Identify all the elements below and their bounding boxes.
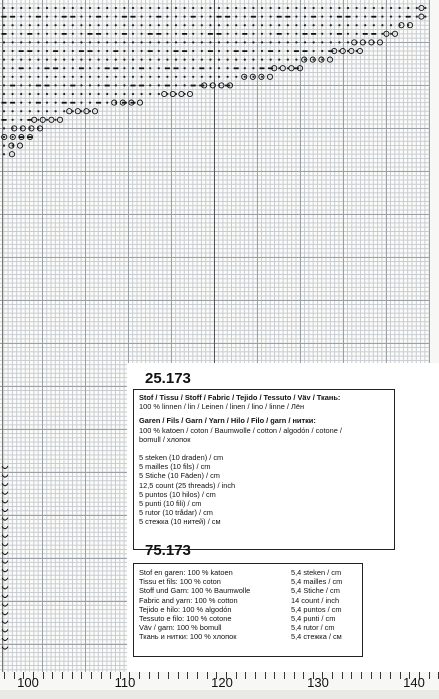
spec-row: Väv / garn: 100 % bomull 5,4 rutor / cm [139,623,335,633]
scale-tick [62,672,63,679]
scale-tick [284,672,285,679]
scale-label-120: 120 [211,675,233,690]
scale-tick [72,672,73,679]
scale-tick [332,672,333,679]
fabric-value: 100 % linnen / lin / Leinen / linen / lino / linne / Лён [139,402,305,412]
scale-tick [294,672,295,679]
scale-tick [149,672,150,679]
scale-tick [158,672,159,679]
stitch-count: 5 rutor (10 trådar) / cm [139,508,213,518]
scale-tick [207,672,208,679]
scale-tick [380,672,381,679]
article-code-2: 75.173 [145,542,191,559]
scale-tick [110,672,111,679]
scale-tick [255,672,256,679]
scale-tick [390,672,391,679]
scale-tick [265,672,266,679]
stitch-count: 5 Stiche (10 Fäden) / cm [139,471,220,481]
yarn-heading: Garen / Fils / Garn / Yarn / Hilo / Filo / garn / нитки: [139,416,316,426]
scale-tick [139,672,140,679]
scale-tick [236,672,237,679]
material-info-panel [127,363,439,672]
stitch-count: 5 punti (10 fili) / cm [139,499,202,509]
yarn-value-2: bomull / хлопок [139,434,191,444]
scale-label-100: 100 [17,675,39,690]
stitch-count: 5 steken (10 draden) / cm [139,453,224,463]
scale-tick [168,672,169,679]
stitch-count: 5 puntos (10 hilos) / cm [139,489,216,499]
scale-tick [371,672,372,679]
stitch-count: 5 mailles (10 fils) / cm [139,462,211,472]
spec-row: Ткань и нитки: 100 % хлопок 5,4 стежка / см [139,632,342,642]
scale-tick [342,672,343,679]
spec-row: Tissu et fils: 100 % coton 5,4 mailles / cm [139,577,343,587]
cotton-spec-box [133,563,363,657]
spec-row: Tejido e hilo: 100 % algodón 5,4 puntos / cm [139,604,342,614]
stitch-count: 5 стежка (10 нитей) / см [139,517,221,527]
spec-row: Tessuto e filo: 100 % cotone 5,4 punti / cm [139,614,336,624]
spec-row: Stof en garen: 100 % katoen 5,4 steken / cm [139,568,342,577]
scale-tick [245,672,246,679]
scale-tick [178,672,179,679]
spec-row: Fabric and yarn: 100 % cotton 14 count / inch [139,595,340,605]
scale-tick [43,672,44,679]
scale-tick [52,672,53,679]
scale-tick [361,672,362,679]
spec-row: Stoff und Garn: 100 % Baumwolle 5,4 Stiche / cm [139,586,340,596]
scale-tick [187,672,188,679]
yarn-value-1: 100 % katoen / coton / Baumwolle / cotton / algodón / cotone / [139,425,342,435]
fabric-heading: Stof / Tissu / Stoff / Fabric / Tejido / Tessuto / Väv / Ткань: [139,393,341,402]
article-code-1: 25.173 [145,370,191,387]
scale-label-140: 140 [403,675,425,690]
scale-label-130: 130 [307,675,329,690]
scale-label-110: 110 [114,675,136,690]
scale-tick [274,672,275,679]
scale-tick [4,672,5,679]
scale-tick [101,672,102,679]
scale-tick [14,672,15,679]
scale-tick [197,672,198,679]
scale-tick [429,672,430,679]
scale-tick [351,672,352,679]
linen-spec-box [133,389,395,550]
scale-tick [91,672,92,679]
scale-tick [303,672,304,679]
stitch-count: 12,5 count (25 threads) / inch [139,480,236,490]
page-bottom-strip [0,690,439,699]
scale-tick [81,672,82,679]
scale-tick [400,672,401,679]
